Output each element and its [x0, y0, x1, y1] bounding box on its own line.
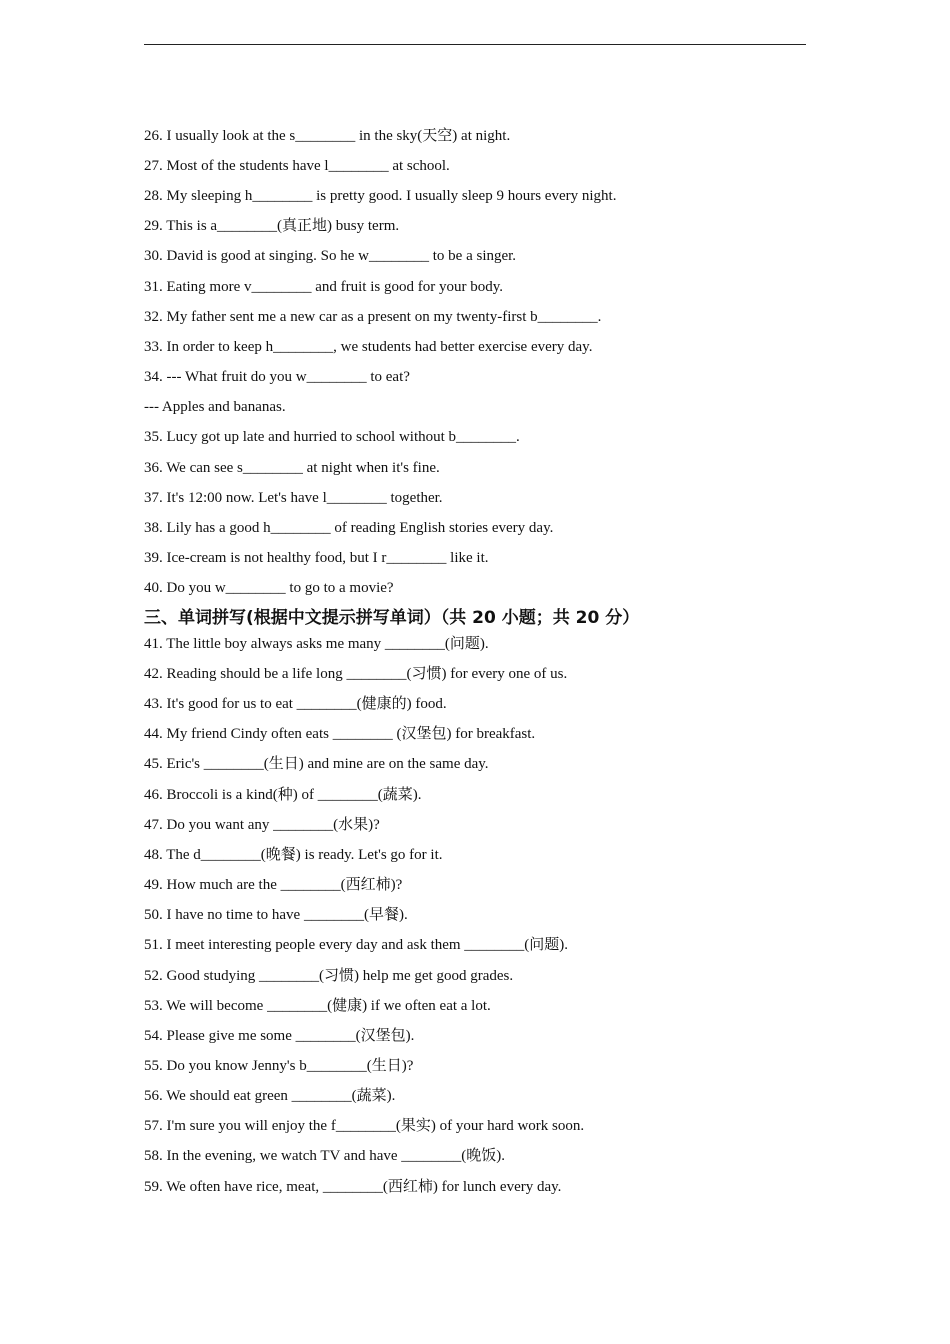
question-52: 52. Good studying ________(习惯) help me get good grades. [144, 968, 514, 984]
question-47: 47. Do you want any ________(水果)? [144, 817, 380, 833]
question-38: 38. Lily has a good h________ of reading English stories every day. [144, 520, 554, 536]
question-51: 51. I meet interesting people every day and ask them ________(问题). [144, 937, 569, 953]
question-49: 49. How much are the ________(西红柿)? [144, 877, 403, 893]
question-29: 29. This is a________(真正地) busy term. [144, 218, 400, 234]
question-36: 36. We can see s________ at night when it's fine. [144, 460, 440, 476]
question-57: 57. I'm sure you will enjoy the f________(果实) of your hard work soon. [144, 1118, 585, 1134]
question-53: 53. We will become ________(健康) if we often eat a lot. [144, 998, 491, 1014]
question-31: 31. Eating more v________ and fruit is good for your body. [144, 279, 503, 295]
question-37: 37. It's 12:00 now. Let's have l________ together. [144, 490, 443, 506]
question-27: 27. Most of the students have l________ at school. [144, 158, 450, 174]
question-41: 41. The little boy always asks me many ________(问题). [144, 636, 489, 652]
question-40: 40. Do you w________ to go to a movie? [144, 580, 394, 596]
question-34: 34. --- What fruit do you w________ to eat? [144, 369, 410, 385]
question-26: 26. I usually look at the s________ in the sky(天空) at night. [144, 128, 511, 144]
question-42: 42. Reading should be a life long ________(习惯) for every one of us. [144, 666, 568, 682]
question-43: 43. It's good for us to eat ________(健康的) food. [144, 696, 447, 712]
question-33: 33. In order to keep h________, we students had better exercise every day. [144, 339, 593, 355]
question-30: 30. David is good at singing. So he w________ to be a singer. [144, 248, 517, 264]
section-heading: 三、单词拼写(根据中文提示拼写单词）（共 20 小题；共 20 分） [144, 608, 640, 628]
question-46: 46. Broccoli is a kind(种) of ________(蔬菜). [144, 787, 422, 803]
question-54: 54. Please give me some ________(汉堡包). [144, 1028, 415, 1044]
question-56: 56. We should eat green ________(蔬菜). [144, 1088, 396, 1104]
question-45: 45. Eric's ________(生日) and mine are on the same day. [144, 756, 489, 772]
answer-34: --- Apples and bananas. [144, 399, 286, 415]
question-55: 55. Do you know Jenny's b________(生日)? [144, 1058, 414, 1074]
question-32: 32. My father sent me a new car as a present on my twenty-first b________. [144, 309, 602, 325]
question-58: 58. In the evening, we watch TV and have ________(晚饭). [144, 1148, 506, 1164]
question-28: 28. My sleeping h________ is pretty good. I usually sleep 9 hours every night. [144, 188, 617, 204]
question-44: 44. My friend Cindy often eats ________ (汉堡包) for breakfast. [144, 726, 536, 742]
question-48: 48. The d________(晚餐) is ready. Let's go for it. [144, 847, 443, 863]
question-39: 39. Ice-cream is not healthy food, but I r________ like it. [144, 550, 489, 566]
header-rule [144, 44, 806, 45]
question-35: 35. Lucy got up late and hurried to school without b________. [144, 429, 520, 445]
question-59: 59. We often have rice, meat, ________(西红柿) for lunch every day. [144, 1179, 562, 1195]
question-50: 50. I have no time to have ________(早餐). [144, 907, 408, 923]
